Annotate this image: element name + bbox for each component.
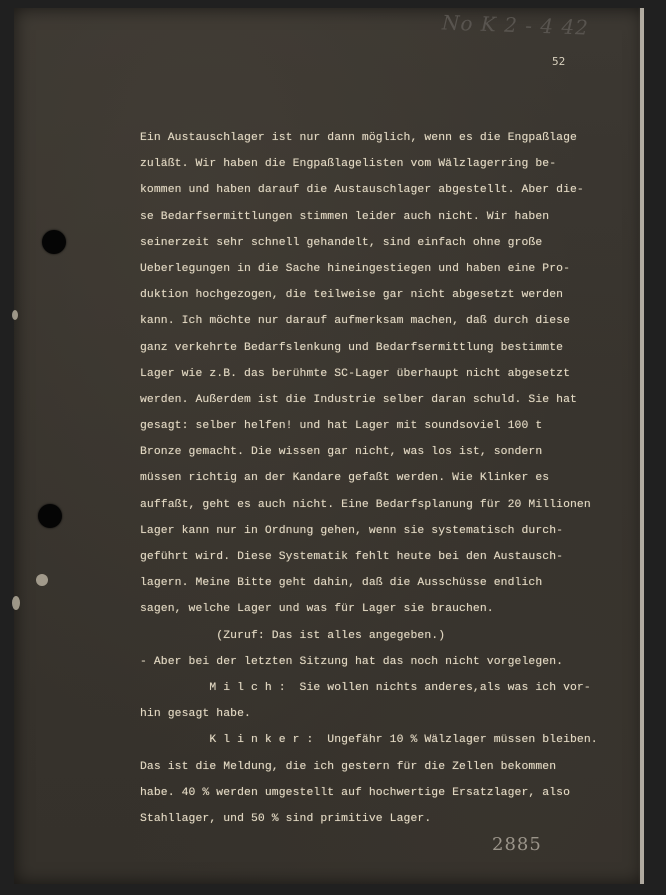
archive-page-number: 2885	[492, 834, 542, 855]
text-line: auffaßt, geht es auch nicht. Eine Bedarfsplanung für 20 Millionen	[140, 498, 591, 511]
speaker-line-milch: M i l c h : Sie wollen nichts anderes,als was ich vor-	[140, 681, 591, 694]
text-line: müssen richtig an der Kandare gefaßt werden. Wie Klinker es	[140, 472, 550, 485]
text-line: Bronze gemacht. Die wissen gar nicht, was los ist, sondern	[140, 446, 543, 459]
speaker-line-klinker: K l i n k e r : Ungefähr 10 % Wälzlager müssen bleiben.	[140, 734, 598, 747]
text-line: Stahllager, und 50 % sind primitive Lager.	[140, 812, 432, 825]
text-line: Ein Austauschlager ist nur dann möglich, wenn es die Engpaßlage	[140, 132, 577, 144]
text-line: sagen, welche Lager und was für Lager sie brauchen.	[140, 603, 494, 616]
text-line: werden. Außerdem ist die Industrie selber daran schuld. Sie hat	[140, 393, 577, 406]
paper-stain	[12, 310, 18, 320]
text-line: ganz verkehrte Bedarfslenkung und Bedarfsermittlung bestimmte	[140, 341, 564, 354]
text-line: hin gesagt habe.	[140, 708, 251, 721]
text-line: kann. Ich möchte nur darauf aufmerksam machen, daß durch diese	[140, 315, 571, 328]
punch-hole-bottom	[38, 504, 62, 528]
text-line: kommen und haben darauf die Austauschlager abgestellt. Aber die-	[140, 184, 584, 197]
archive-stamp: No K 2 - 4 42	[441, 10, 590, 40]
text-line: Lager kann nur in Ordnung gehen, wenn sie systematisch durch-	[140, 524, 564, 537]
text-line: lagern. Meine Bitte geht dahin, daß die Ausschüsse endlich	[140, 577, 543, 590]
text-line: zuläßt. Wir haben die Engpaßlagelisten vom Wälzlagerring be-	[140, 158, 557, 171]
text-line: se Bedarfsermittlungen stimmen leider auch nicht. Wir haben	[140, 210, 550, 223]
text-line: geführt wird. Diese Systematik fehlt heute bei den Austausch-	[140, 551, 564, 563]
text-line: Lager wie z.B. das berühmte SC-Lager überhaupt nicht abgesetzt	[140, 367, 571, 380]
text-line: Ueberlegungen in die Sache hineingestiegen und haben eine Pro-	[140, 262, 571, 275]
page-number: 52	[552, 55, 566, 68]
text-line: seinerzeit sehr schnell gehandelt, sind einfach ohne große	[140, 236, 543, 249]
text-line: Das ist die Meldung, die ich gestern für die Zellen bekommen	[140, 760, 557, 773]
text-line: duktion hochgezogen, die teilweise gar nicht abgesetzt werden	[140, 289, 564, 302]
paper-right-edge	[640, 8, 644, 884]
typed-text-body	[140, 125, 640, 832]
punch-hole-top	[42, 230, 66, 254]
text-line: habe. 40 % werden umgestellt auf hochwertige Ersatzlager, also	[140, 786, 571, 799]
interjection-line: (Zuruf: Das ist alles angegeben.)	[140, 629, 446, 642]
paper-stain	[12, 596, 20, 610]
text-line: - Aber bei der letzten Sitzung hat das noch nicht vorgelegen.	[140, 655, 564, 668]
text-line: gesagt: selber helfen! und hat Lager mit soundsoviel 100 t	[140, 420, 543, 433]
paper-stain	[36, 574, 48, 586]
